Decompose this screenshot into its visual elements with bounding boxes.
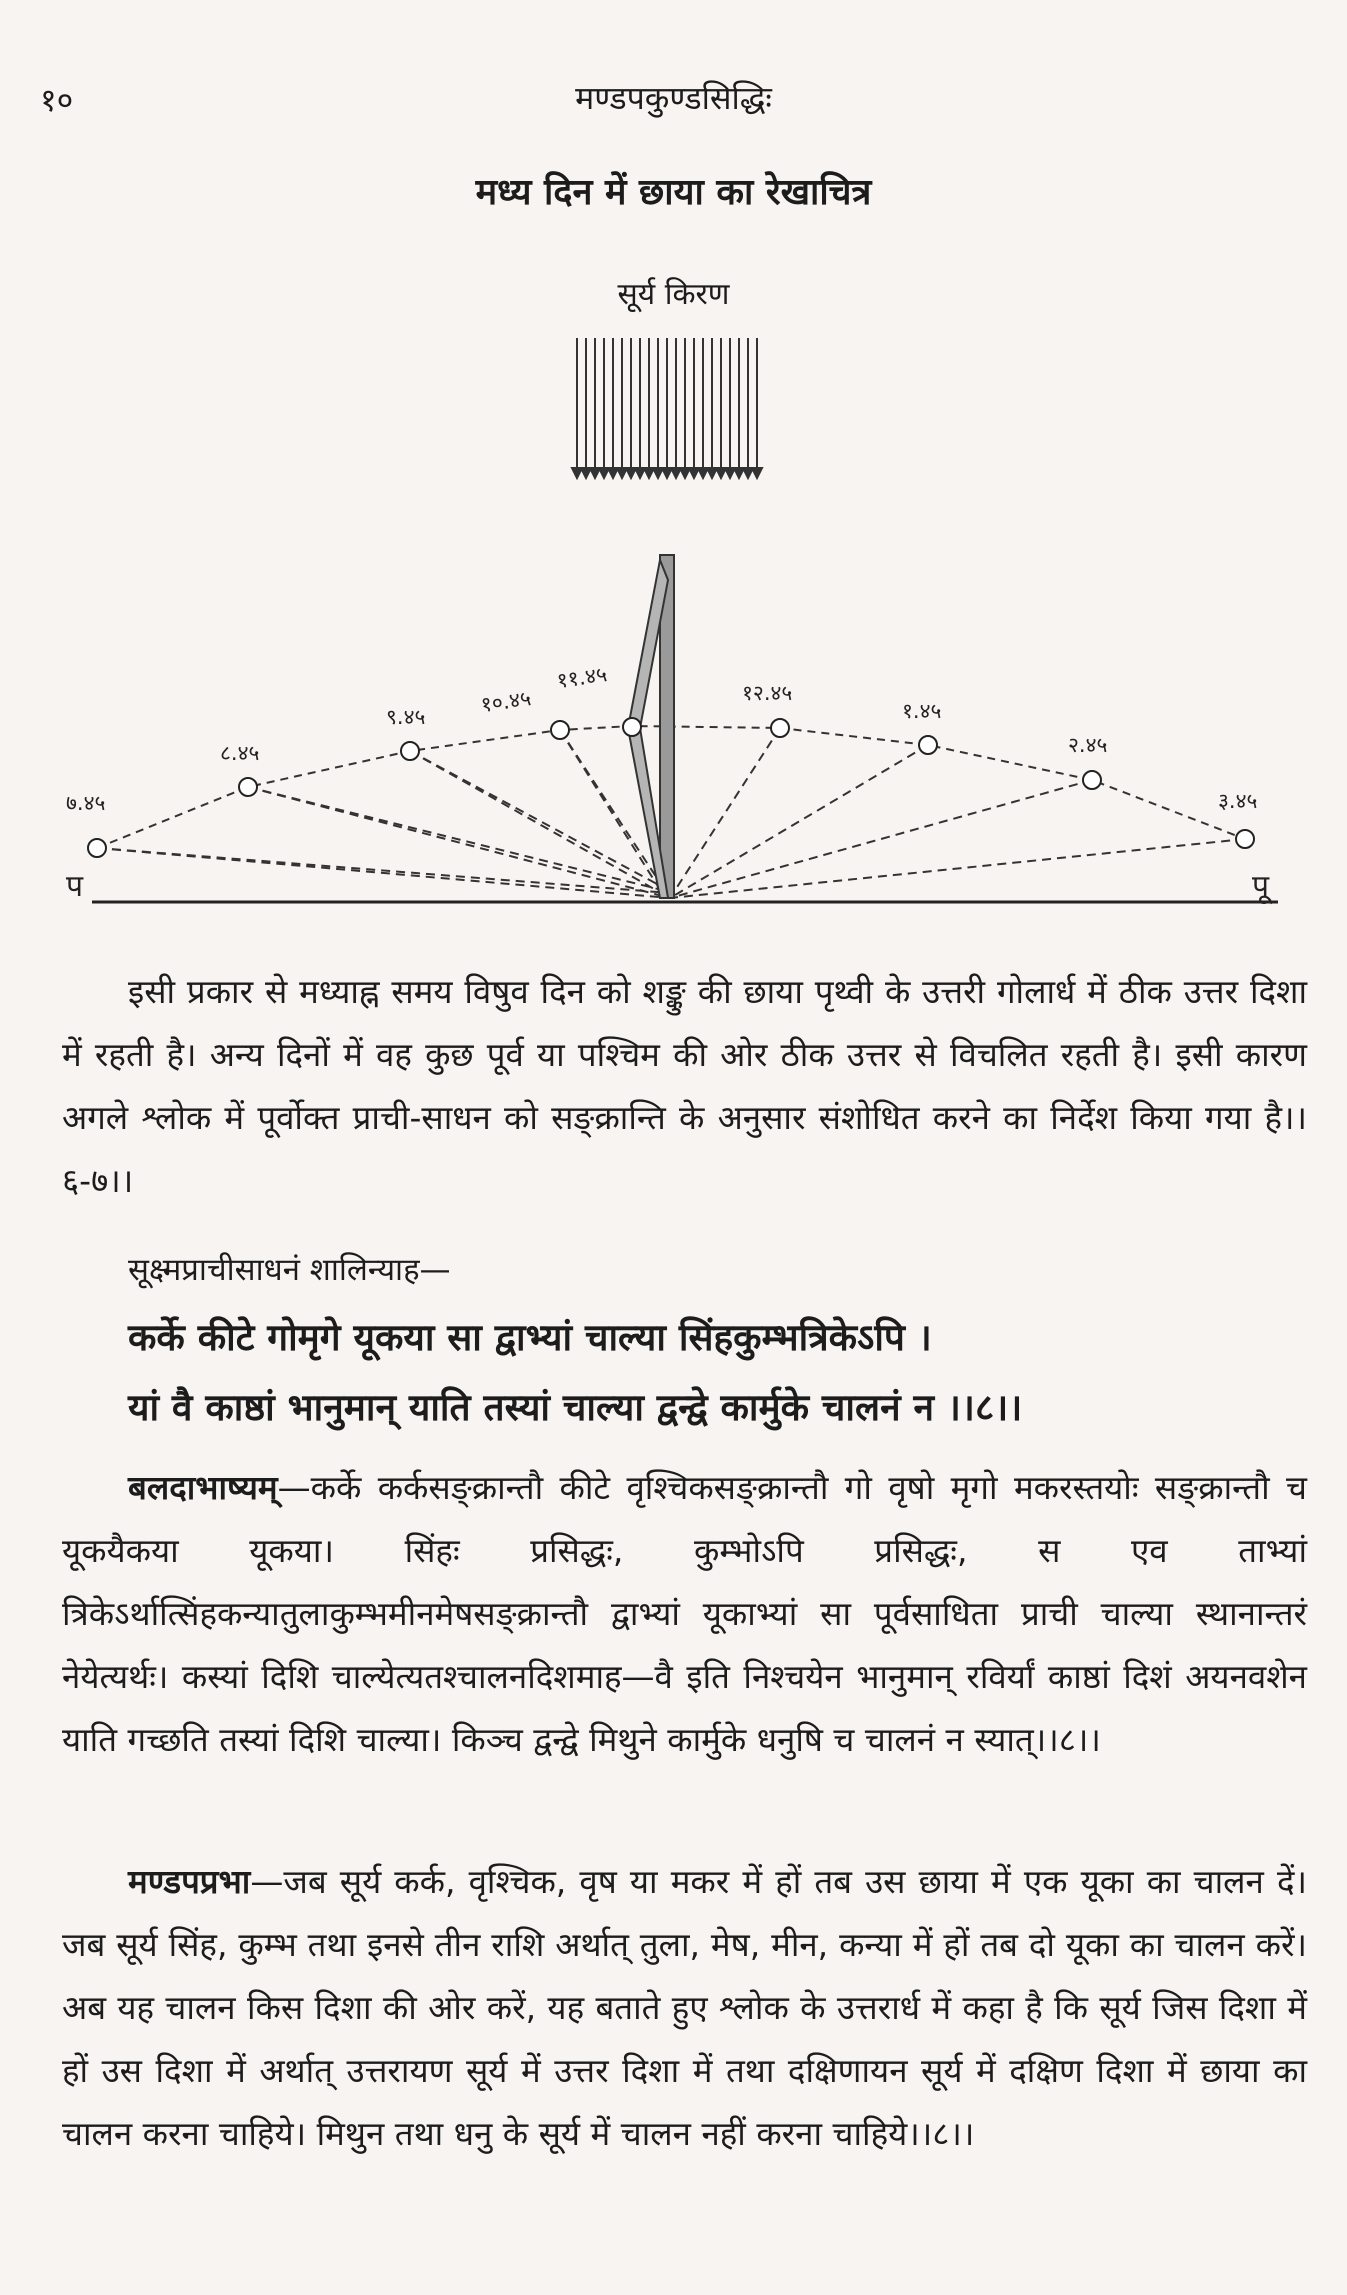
running-header: मण्डपकुण्डसिद्धिः (575, 79, 772, 117)
commentary-baladabhashya (62, 1456, 1307, 1771)
shadow-diagram (0, 320, 1347, 920)
sun-position-1045 (551, 721, 569, 739)
sun-position-1145 (623, 718, 641, 736)
time-label-0245: २.४५ (1068, 733, 1108, 757)
commentary-label-1: बलदाभाष्यम् (128, 1468, 278, 1507)
time-label-1145: ११.४५ (555, 662, 609, 693)
commentary-label-2: मण्डपप्रभा (128, 1862, 251, 1901)
sun-position-0845 (239, 778, 257, 796)
sun-position-0245 (1083, 771, 1101, 789)
sun-position-0945 (401, 742, 419, 760)
commentary-text-1: —कर्के कर्कसङ्क्रान्तौ कीटे वृश्चिकसङ्क्रान्तौ गो वृषो मृगो मकरस्तयोः सङ्क्रान्तौ च यूकयैकया यूकया। सिंहः प्रसिद्धः, कुम्भोऽपि प्रसिद्धः, स एव ताभ्यां त्रिकेऽर्थात्सिंहकन्यातुलाकुम्भमीनमेषसङ्क्रान्तौ द्वाभ्यां यूकाभ्यां सा पूर्वसाधिता प्राची चाल्या स्थानान्तरं नेयेत्यर्थः। कस्यां दिशि चाल्येत्यतश्चालनदिशमाह—वै इति निश्चयेन भानुमान् रविर्यां काष्ठां दिशं अयनवशेन याति गच्छति तस्यां दिशि चाल्या। किञ्च द्वन्द्वे मिथुने कार्मुके धनुषि च चालनं न स्यात्।।८।। (62, 1468, 1307, 1759)
sun-position-0345 (1236, 830, 1254, 848)
sun-position-0145 (919, 736, 937, 754)
verse-line-2: यां वै काष्ठां भानुमान् याति तस्यां चाल्या द्वन्द्वे कार्मुके चालनं न ।।८।। (128, 1386, 1023, 1429)
commentary-text-2: —जब सूर्य कर्क, वृश्चिक, वृष या मकर में हों तब उस छाया में एक यूका का चालन दें। जब सूर्य सिंह, कुम्भ तथा इनसे तीन राशि अर्थात् तुला, मेष, मीन, कन्या में हों तब दो यूका का चालन करें। अब यह चालन किस दिशा की ओर करें, यह बताते हुए श्लोक के उत्तरार्ध में कहा है कि सूर्य जिस दिशा में हों उस दिशा में अर्थात् उत्तरायण सूर्य में उत्तर दिशा में तथा दक्षिणायन सूर्य में दक्षिण दिशा में छाया का चालन करना चाहिये। मिथुन तथा धनु के सूर्य में चालन नहीं करना चाहिये।।८।। (62, 1862, 1307, 2153)
sun-rays-label: सूर्य किरण (617, 277, 730, 312)
time-label-0745: ७.४५ (66, 791, 106, 815)
time-label-0145: १.४५ (902, 699, 942, 723)
intro-line: सूक्ष्मप्राचीसाधनं शालिन्याह— (128, 1252, 451, 1288)
sun-rays (572, 338, 762, 478)
time-label-1045: १०.४५ (479, 686, 533, 717)
sun-position-0745 (88, 839, 106, 857)
commentary-mandapprabha (62, 1850, 1307, 2165)
figure-title: मध्य दिन में छाया का रेखाचित्र (475, 172, 872, 213)
time-label-0945: ९.४५ (386, 705, 426, 729)
time-label-0845: ८.४५ (220, 741, 260, 765)
west-label: प (66, 869, 84, 904)
page-number: १० (40, 81, 74, 119)
east-label: पू (1252, 869, 1270, 904)
time-label-0345: ३.४५ (1218, 789, 1258, 813)
time-label-1245: १२.४५ (742, 681, 793, 705)
paragraph-1: इसी प्रकार से मध्याह्न समय विषुव दिन को शङ्कु की छाया पृथ्वी के उत्तरी गोलार्ध में ठीक उत्तर दिशा में रहती है। अन्य दिनों में वह कुछ पूर्व या पश्चिम की ओर ठीक उत्तर से विचलित रहती है। इसी कारण अगले श्लोक में पूर्वोक्त प्राची-साधन को सङ्क्रान्ति के अनुसार संशोधित करने का निर्देश किया गया है।।६-७।। (62, 972, 1307, 1200)
sun-position-1245 (771, 719, 789, 737)
verse-line-1: कर्के कीटे गोमृगे यूकया सा द्वाभ्यां चाल्या सिंहकुम्भत्रिकेऽपि । (128, 1316, 932, 1359)
